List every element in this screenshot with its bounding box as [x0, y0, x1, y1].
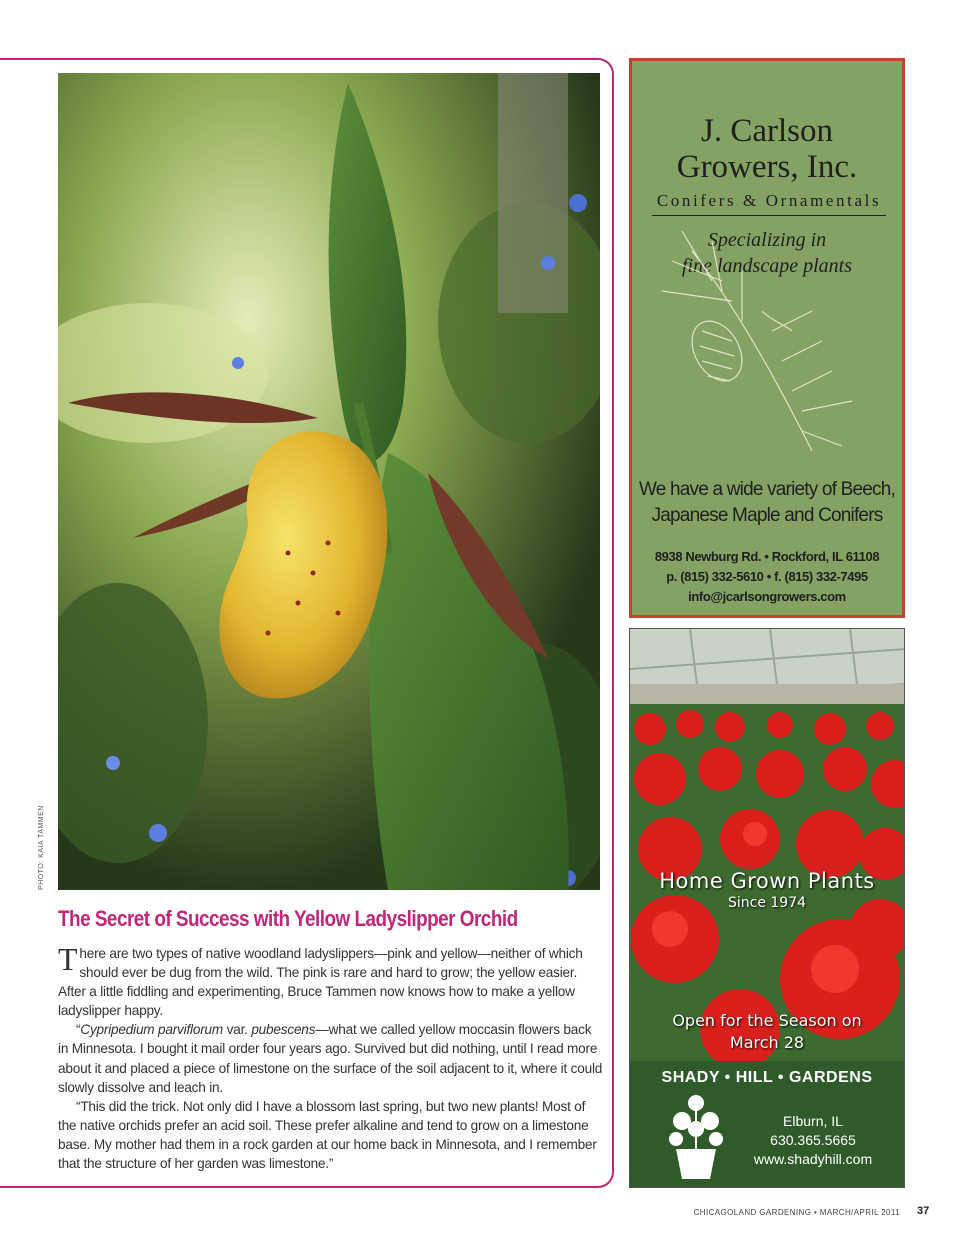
carlson-email: info@jcarlsongrowers.com	[688, 589, 846, 604]
carlson-address: 8938 Newburg Rd. • Rockford, IL 61108	[654, 549, 880, 564]
carlson-tagline-line2: Japanese Maple and Conifers	[651, 505, 883, 526]
carlson-phones: p. (815) 332-5610 • f. (815) 332-7495	[666, 569, 868, 584]
pine-branch-illustration	[652, 211, 892, 461]
shady-phone: 630.365.5665	[770, 1132, 856, 1148]
shady-city: Elburn, IL	[783, 1113, 843, 1129]
article-body	[58, 941, 603, 1173]
paragraph-2-text: —what we called yellow moccasin flowers back in Minnesota. I bought it mail order four years ago. Survived but did nothing, until I read more about it and placed a piece of limestone on the surface of the soil adjacent to it, where it could slowly dissolve and leach in.	[58, 1022, 603, 1095]
carlson-tagline-line1: We have a wide variety of Beech,	[638, 479, 896, 500]
quote-open: “	[76, 1022, 81, 1038]
article-title: The Secret of Success with Yellow Ladyslipper Orchid	[58, 906, 518, 931]
shady-website: www.shadyhill.com	[753, 1151, 873, 1167]
carlson-name-line1: J. Carlson	[701, 113, 833, 149]
paragraph-3: “This did the trick. Not only did I have a blossom last spring, but two new plants! Most of the native orchids prefer an acid soil. These prefer alkaline and tend to grow on a limestone base. My mother had them in a rock garden at our home back in Minnesota, and I remember that the structure of her garden was limestone.”	[58, 1098, 597, 1172]
paragraph-1	[58, 941, 603, 1020]
drop-cap: T	[58, 941, 78, 977]
magazine-footer: CHICAGOLAND GARDENING • MARCH/APRIL 2011	[693, 1208, 900, 1217]
shady-since: Since 1974	[727, 895, 807, 911]
carlson-name-line2: Growers, Inc.	[676, 149, 858, 185]
var-text: var.	[223, 1022, 252, 1038]
paragraph-1-text: here are two types of native woodland ladyslippers—pink and yellow—neither of which should ever be dug from the wild. The pink is rare and hard to grow; the yellow easier. After a little fiddling and experimenting, Bruce Tammen now knows how to make a yellow ladyslipper happy.	[58, 946, 583, 1019]
paragraph-2	[58, 1020, 603, 1096]
carlson-script-line1: Specializing in	[707, 229, 827, 251]
photo-credit: PHOTO: KAIA TAMMEN	[38, 805, 45, 890]
variety-name: pubescens	[251, 1022, 316, 1038]
potted-geranium-icon	[664, 1091, 728, 1181]
orchid-photo	[58, 73, 600, 890]
shady-hill-ad	[629, 628, 905, 1188]
shady-open-line2: March 28	[729, 1033, 805, 1052]
species-name: Cypripedium parviflorum	[80, 1022, 224, 1038]
carlson-growers-ad	[629, 58, 905, 618]
carlson-script-line2: fine landscape plants	[682, 255, 852, 277]
shady-title: Home Grown Plants	[659, 869, 875, 893]
shady-name: SHADY • HILL • GARDENS	[661, 1069, 873, 1086]
shady-open-line1: Open for the Season on	[672, 1011, 862, 1030]
greenhouse-photo	[630, 629, 905, 1061]
carlson-subtitle: Conifers & Ornamentals	[652, 191, 886, 216]
page-number: 37	[917, 1205, 930, 1217]
